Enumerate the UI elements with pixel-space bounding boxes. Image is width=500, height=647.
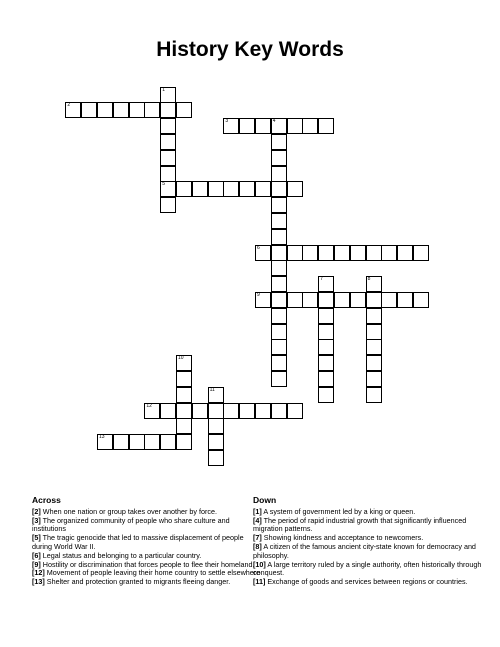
- grid-cell[interactable]: [302, 118, 318, 134]
- grid-cell[interactable]: [271, 229, 287, 245]
- grid-cell[interactable]: [271, 118, 287, 134]
- grid-cell[interactable]: [208, 418, 224, 434]
- grid-cell[interactable]: [381, 292, 397, 308]
- grid-cell[interactable]: [287, 181, 303, 197]
- grid-cell[interactable]: [318, 355, 334, 371]
- grid-cell[interactable]: [397, 245, 413, 261]
- grid-cell[interactable]: [366, 308, 382, 324]
- grid-cell[interactable]: [318, 387, 334, 403]
- grid-cell[interactable]: [223, 118, 239, 134]
- grid-cell[interactable]: [350, 292, 366, 308]
- clue-number: [3]: [32, 515, 41, 525]
- grid-cell[interactable]: [208, 387, 224, 403]
- grid-cell[interactable]: [113, 434, 129, 450]
- grid-cell[interactable]: [318, 276, 334, 292]
- grid-cell[interactable]: [160, 181, 176, 197]
- page-title: History Key Words: [156, 38, 344, 61]
- clue-number: [5]: [32, 533, 41, 543]
- grid-cell[interactable]: [176, 355, 192, 371]
- grid-clue-number: 11: [209, 386, 215, 393]
- across-clue: [32, 534, 262, 552]
- grid-cell[interactable]: [366, 292, 382, 308]
- grid-cell[interactable]: [271, 213, 287, 229]
- across-clue: [32, 517, 262, 535]
- clue-number: [8]: [253, 541, 262, 551]
- clue-number: [10]: [253, 559, 266, 569]
- down-clue-list: [253, 508, 483, 587]
- grid-cell[interactable]: [255, 118, 271, 134]
- clue-text: Hostility or discrimination that forces people to flee their homeland.: [40, 559, 255, 569]
- grid-cell[interactable]: [160, 118, 176, 134]
- grid-cell[interactable]: [160, 403, 176, 419]
- grid-cell[interactable]: [366, 245, 382, 261]
- down-clue: [253, 578, 483, 587]
- grid-cell[interactable]: [239, 118, 255, 134]
- grid-clue-number: 4: [272, 118, 276, 125]
- grid-cell[interactable]: [176, 102, 192, 118]
- grid-clue-number: 12: [146, 402, 152, 409]
- grid-cell[interactable]: [318, 118, 334, 134]
- grid-cell[interactable]: [160, 197, 176, 213]
- clue-text: The tragic genocide that led to massive displacement of people during World War II.: [32, 533, 244, 551]
- grid-cell[interactable]: [271, 355, 287, 371]
- grid-cell[interactable]: [271, 276, 287, 292]
- clue-number: [9]: [32, 559, 41, 569]
- grid-cell[interactable]: [271, 134, 287, 150]
- grid-cell[interactable]: [176, 403, 192, 419]
- grid-cell[interactable]: [208, 403, 224, 419]
- grid-clue-number: 2: [67, 102, 71, 109]
- grid-cell[interactable]: [239, 181, 255, 197]
- clue-text: Shelter and protection granted to migrants fleeing danger.: [44, 577, 231, 587]
- grid-cell[interactable]: [208, 434, 224, 450]
- grid-cell[interactable]: [97, 434, 113, 450]
- grid-cell[interactable]: [271, 308, 287, 324]
- grid-cell[interactable]: [176, 434, 192, 450]
- across-heading: Across: [32, 495, 61, 505]
- grid-cell[interactable]: [381, 245, 397, 261]
- grid-cell[interactable]: [192, 181, 208, 197]
- clue-text: The organized community of people who share culture and institutions: [32, 515, 230, 534]
- grid-cell[interactable]: [318, 308, 334, 324]
- grid-cell[interactable]: [271, 245, 287, 261]
- grid-cell[interactable]: [208, 450, 224, 466]
- grid-cell[interactable]: [255, 181, 271, 197]
- grid-cell[interactable]: [255, 245, 271, 261]
- grid-clue-number: 8: [367, 276, 371, 283]
- grid-cell[interactable]: [334, 245, 350, 261]
- grid-cell[interactable]: [287, 403, 303, 419]
- grid-cell[interactable]: [366, 324, 382, 340]
- clue-text: Movement of people leaving their home country to settle elsewhere: [44, 568, 261, 578]
- clue-number: [13]: [32, 577, 45, 587]
- grid-cell[interactable]: [350, 245, 366, 261]
- clue-number: [7]: [253, 533, 262, 543]
- grid-cell[interactable]: [366, 355, 382, 371]
- down-clue: [253, 517, 483, 535]
- clue-text: A citizen of the famous ancient city-state known for democracy and philosophy.: [253, 541, 476, 560]
- grid-cell[interactable]: [287, 245, 303, 261]
- clue-number: [6]: [32, 550, 41, 560]
- grid-cell[interactable]: [318, 324, 334, 340]
- grid-cell[interactable]: [271, 150, 287, 166]
- grid-cell[interactable]: [129, 102, 145, 118]
- across-clue: [32, 578, 262, 587]
- grid-cell[interactable]: [223, 181, 239, 197]
- grid-cell[interactable]: [160, 87, 176, 103]
- grid-cell[interactable]: [271, 403, 287, 419]
- grid-cell[interactable]: [271, 260, 287, 276]
- grid-cell[interactable]: [129, 434, 145, 450]
- grid-cell[interactable]: [271, 181, 287, 197]
- across-clue-list: [32, 508, 262, 587]
- grid-cell[interactable]: [271, 292, 287, 308]
- grid-cell[interactable]: [208, 181, 224, 197]
- clue-number: [1]: [253, 506, 262, 516]
- grid-cell[interactable]: [318, 245, 334, 261]
- clue-text: A system of government led by a king or queen.: [261, 506, 416, 516]
- grid-clue-number: 3: [225, 118, 229, 125]
- grid-cell[interactable]: [334, 292, 350, 308]
- clue-text: A large territory ruled by a single authority, often historically through conquest.: [253, 559, 482, 578]
- grid-cell[interactable]: [318, 371, 334, 387]
- grid-cell[interactable]: [255, 292, 271, 308]
- grid-cell[interactable]: [160, 150, 176, 166]
- grid-cell[interactable]: [160, 166, 176, 182]
- grid-clue-number: 9: [257, 291, 260, 298]
- across-clues: [32, 496, 262, 587]
- grid-cell[interactable]: [271, 339, 287, 355]
- grid-clue-number: 13: [99, 434, 105, 441]
- grid-cell[interactable]: [366, 387, 382, 403]
- grid-cell[interactable]: [113, 102, 129, 118]
- grid-cell[interactable]: [176, 371, 192, 387]
- clue-text: Exchange of goods and services between regions or countries.: [265, 577, 468, 587]
- grid-cell[interactable]: [366, 339, 382, 355]
- down-clue: [253, 543, 483, 561]
- grid-cell[interactable]: [239, 403, 255, 419]
- grid-cell[interactable]: [318, 339, 334, 355]
- clue-text: When one nation or group takes over another by force.: [40, 506, 217, 516]
- grid-cell[interactable]: [144, 434, 160, 450]
- grid-cell[interactable]: [366, 371, 382, 387]
- grid-cell[interactable]: [160, 102, 176, 118]
- grid-cell[interactable]: [413, 292, 429, 308]
- down-heading: Down: [253, 495, 277, 505]
- grid-clue-number: 5: [162, 181, 165, 188]
- grid-clue-number: 1: [162, 86, 165, 93]
- grid-cell[interactable]: [302, 245, 318, 261]
- grid-clue-number: 10: [178, 355, 184, 362]
- grid-cell[interactable]: [144, 403, 160, 419]
- grid-cell[interactable]: [397, 292, 413, 308]
- grid-cell[interactable]: [318, 292, 334, 308]
- grid-cell[interactable]: [160, 134, 176, 150]
- grid-cell[interactable]: [176, 181, 192, 197]
- grid-cell[interactable]: [271, 324, 287, 340]
- grid-cell[interactable]: [413, 245, 429, 261]
- grid-cell[interactable]: [144, 102, 160, 118]
- grid-cell[interactable]: [192, 403, 208, 419]
- grid-cell[interactable]: [271, 197, 287, 213]
- grid-cell[interactable]: [176, 387, 192, 403]
- grid-clue-number: 6: [257, 244, 260, 251]
- grid-cell[interactable]: [255, 403, 271, 419]
- clue-number: [4]: [253, 515, 262, 525]
- grid-cell[interactable]: [223, 403, 239, 419]
- down-clue: [253, 561, 483, 579]
- grid-cell[interactable]: [65, 102, 81, 118]
- clue-number: [2]: [32, 506, 41, 516]
- grid-cell[interactable]: [271, 166, 287, 182]
- grid-clue-number: 7: [320, 276, 323, 283]
- grid-cell[interactable]: [366, 276, 382, 292]
- grid-cell[interactable]: [97, 102, 113, 118]
- grid-cell[interactable]: [176, 418, 192, 434]
- clue-text: Showing kindness and acceptance to newcomers.: [261, 533, 424, 543]
- grid-cell[interactable]: [271, 371, 287, 387]
- clue-number: [11]: [253, 577, 266, 587]
- clue-number: [12]: [32, 568, 45, 578]
- grid-cell[interactable]: [287, 292, 303, 308]
- clue-text: Legal status and belonging to a particular country.: [40, 550, 202, 560]
- grid-cell[interactable]: [160, 434, 176, 450]
- grid-cell[interactable]: [302, 292, 318, 308]
- grid-cell[interactable]: [81, 102, 97, 118]
- grid-cell[interactable]: [287, 118, 303, 134]
- down-clues: [253, 496, 483, 587]
- clue-text: The period of rapid industrial growth that significantly influenced migration patterns.: [253, 515, 467, 534]
